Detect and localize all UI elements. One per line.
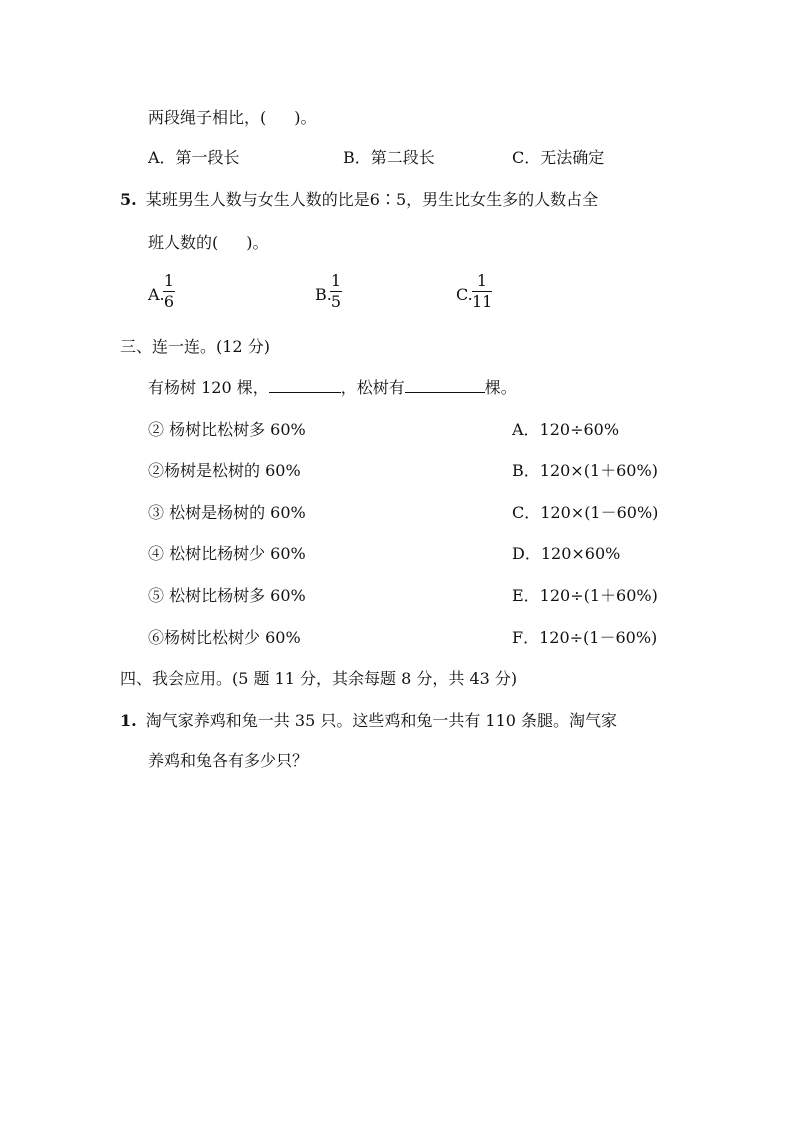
q4-option-a: A．第一段长 — [148, 148, 240, 167]
q5-text-line2b: )。 — [246, 233, 269, 252]
q5-option-b-fraction — [330, 272, 342, 311]
match-right-item[interactable]: F．120÷(1－60%) — [512, 628, 658, 647]
section4-q1-text-line1: 淘气家养鸡和兔一共 35 只。这些鸡和兔一共有 110 条腿。淘气家 — [145, 711, 618, 730]
q5-text-line1: 某班男生人数与女生人数的比是6∶5，男生比女生多的人数占全 — [145, 190, 599, 209]
match-left-item[interactable]: ② 杨树比松树多 60% — [148, 420, 306, 439]
section4-q1-line2: 养鸡和兔各有多少只？ — [148, 751, 309, 770]
match-right-item[interactable]: D．120×60% — [512, 544, 621, 563]
section3-title: 三、连一连。(12 分) — [120, 337, 270, 356]
q5-option-c-fraction — [472, 272, 492, 311]
q4-option-b: B．第二段长 — [343, 148, 435, 167]
q5-option-a-prefix: A. — [148, 285, 165, 304]
section4-q1-number: 1. — [120, 711, 137, 730]
q5-line2 — [148, 233, 269, 253]
section3-prompt — [148, 378, 517, 398]
section3-prompt-c: 棵。 — [484, 378, 517, 397]
answer-blank-2[interactable] — [405, 378, 485, 393]
q4-stem-close: )。 — [294, 108, 317, 127]
q5-line1 — [120, 190, 598, 210]
answer-blank-1[interactable] — [269, 378, 341, 393]
section3-prompt-b: ，松树有 — [340, 378, 405, 397]
fraction-denominator: 11 — [472, 292, 493, 311]
match-left-item[interactable]: ⑥杨树比松树少 60% — [148, 628, 301, 647]
fraction-denominator: 6 — [163, 292, 175, 311]
q4-stem-text: 两段绳子相比，( — [148, 108, 267, 127]
section3-prompt-a: 有杨树 120 棵， — [148, 378, 269, 397]
fraction-denominator: 5 — [330, 292, 342, 311]
match-left-item[interactable]: ③ 松树是杨树的 60% — [148, 503, 306, 522]
section4-title: 四、我会应用。(5 题 11 分，其余每题 8 分，共 43 分) — [120, 669, 518, 688]
match-right-item[interactable]: C．120×(1－60%) — [512, 503, 659, 522]
match-left-item[interactable]: ②杨树是松树的 60% — [148, 461, 301, 480]
match-right-item[interactable]: B．120×(1＋60%) — [512, 461, 658, 480]
match-left-item[interactable]: ⑤ 松树比杨树多 60% — [148, 586, 306, 605]
q4-stem — [148, 108, 317, 128]
match-left-item[interactable]: ④ 松树比杨树少 60% — [148, 544, 306, 563]
match-right-item[interactable]: A．120÷60% — [512, 420, 620, 439]
q5-option-a-fraction — [163, 272, 175, 311]
q5-option-c-prefix: C. — [456, 285, 473, 304]
q5-number: 5. — [120, 190, 137, 209]
match-right-item[interactable]: E．120÷(1＋60%) — [512, 586, 658, 605]
section4-q1-line1 — [120, 711, 617, 731]
fraction-numerator: 1 — [330, 271, 342, 290]
fraction-numerator: 1 — [476, 271, 488, 290]
q5-option-b-prefix: B. — [315, 285, 332, 304]
fraction-numerator: 1 — [163, 271, 175, 290]
q4-option-c: C．无法确定 — [512, 148, 605, 167]
q5-text-line2a: 班人数的( — [148, 233, 219, 252]
